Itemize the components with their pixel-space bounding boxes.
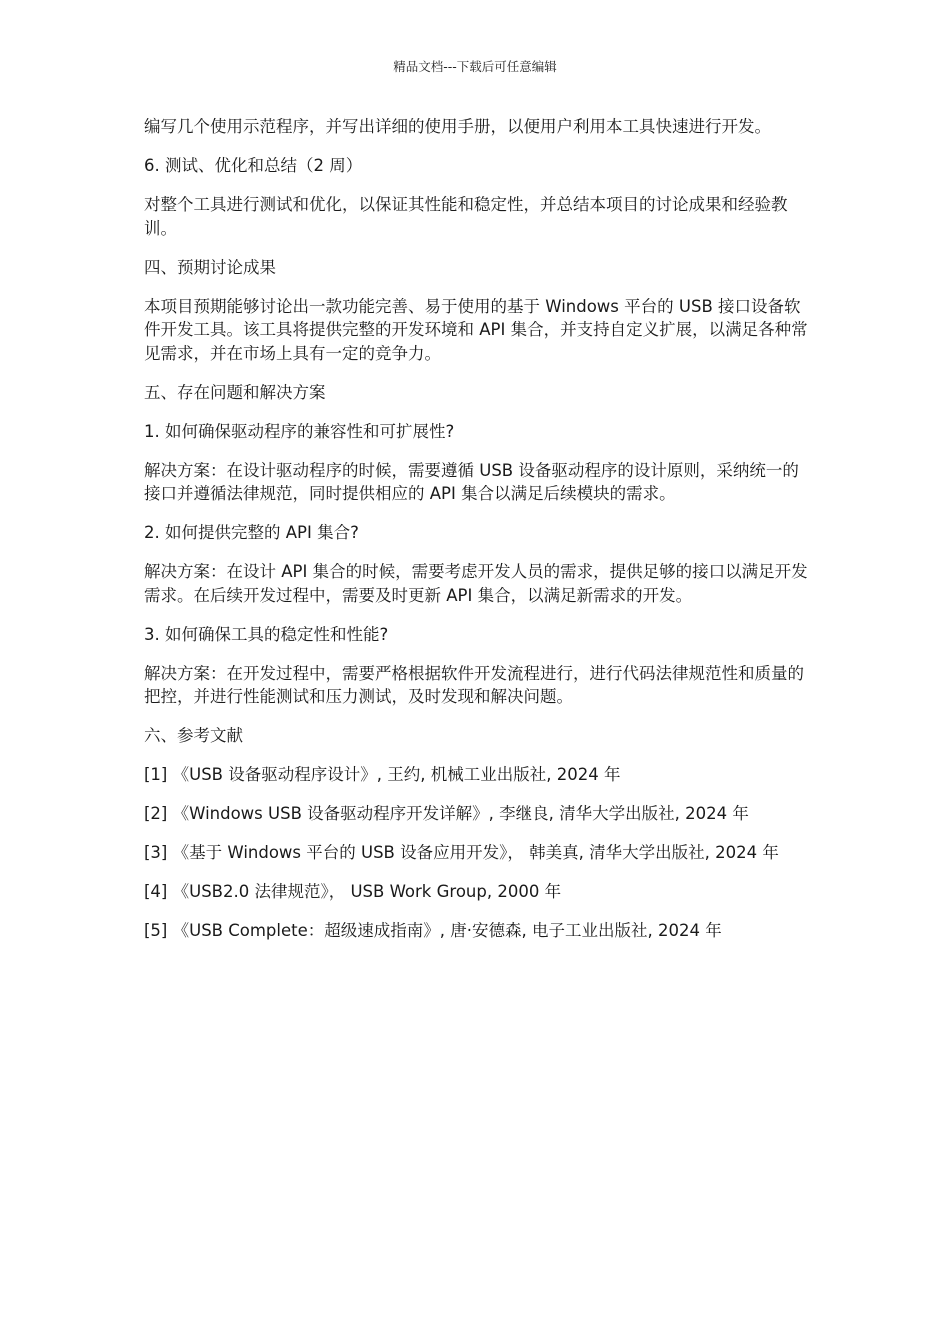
paragraph-testing-detail: 对整个工具进行测试和优化，以保证其性能和稳定性，并总结本项目的讨论成果和经验教训。 bbox=[144, 195, 788, 238]
solution-3: 解决方案：在开发过程中，需要严格根据软件开发流程进行，进行代码法律规范性和质量的把控，并进行性能测试和压力测试，及时发现和解决问题。 bbox=[144, 663, 804, 706]
reference-1: [1] 《USB 设备驱动程序设计》, 王约, 机械工业出版社, 2024 年 bbox=[144, 765, 621, 784]
section-heading-problems-solutions: 五、存在问题和解决方案 bbox=[144, 382, 326, 402]
paragraph-usage-manual: 编写几个使用示范程序，并写出详细的使用手册，以便用户利用本工具快速进行开发。 bbox=[144, 117, 771, 136]
page-header: 精品文档---下载后可任意编辑 bbox=[393, 59, 557, 74]
reference-3: [3] 《基于 Windows 平台的 USB 设备应用开发》， 韩美真, 清华大学出版社, 2024 年 bbox=[144, 843, 779, 862]
solution-1: 解决方案：在设计驱动程序的时候，需要遵循 USB 设备驱动程序的设计原则，采纳统一的接口并遵循法律规范，同时提供相应的 API 集合以满足后续模块的需求。 bbox=[144, 460, 799, 503]
section-heading-expected-results: 四、预期讨论成果 bbox=[144, 257, 276, 277]
question-2: 2. 如何提供完整的 API 集合? bbox=[144, 523, 359, 542]
question-3: 3. 如何确保工具的稳定性和性能? bbox=[144, 624, 389, 644]
question-1: 1. 如何确保驱动程序的兼容性和可扩展性? bbox=[144, 421, 455, 441]
reference-4: [4] 《USB2.0 法律规范》， USB Work Group, 2000 年 bbox=[144, 882, 562, 901]
heading-step-6-testing: 6. 测试、优化和总结（2 周） bbox=[144, 156, 363, 175]
section-heading-references: 六、参考文献 bbox=[144, 726, 243, 745]
paragraph-expected-results: 本项目预期能够讨论出一款功能完善、易于使用的基于 Windows 平台的 USB 接口设备软件开发工具。该工具将提供完整的开发环境和 API 集合，并支持自定义扩展，以满足各种常见需求，并在市场上具有一定的竞争力。 bbox=[144, 296, 808, 363]
reference-5: [5] 《USB Complete：超级速成指南》, 唐·安德森, 电子工业出版社, 2024 年 bbox=[144, 921, 722, 940]
document-body bbox=[144, 115, 808, 958]
solution-2: 解决方案：在设计 API 集合的时候，需要考虑开发人员的需求，提供足够的接口以满足开发需求。在后续开发过程中，需要及时更新 API 集合，以满足新需求的开发。 bbox=[144, 562, 808, 605]
reference-2: [2] 《Windows USB 设备驱动程序开发详解》, 李继良, 清华大学出版社, 2024 年 bbox=[144, 804, 749, 823]
